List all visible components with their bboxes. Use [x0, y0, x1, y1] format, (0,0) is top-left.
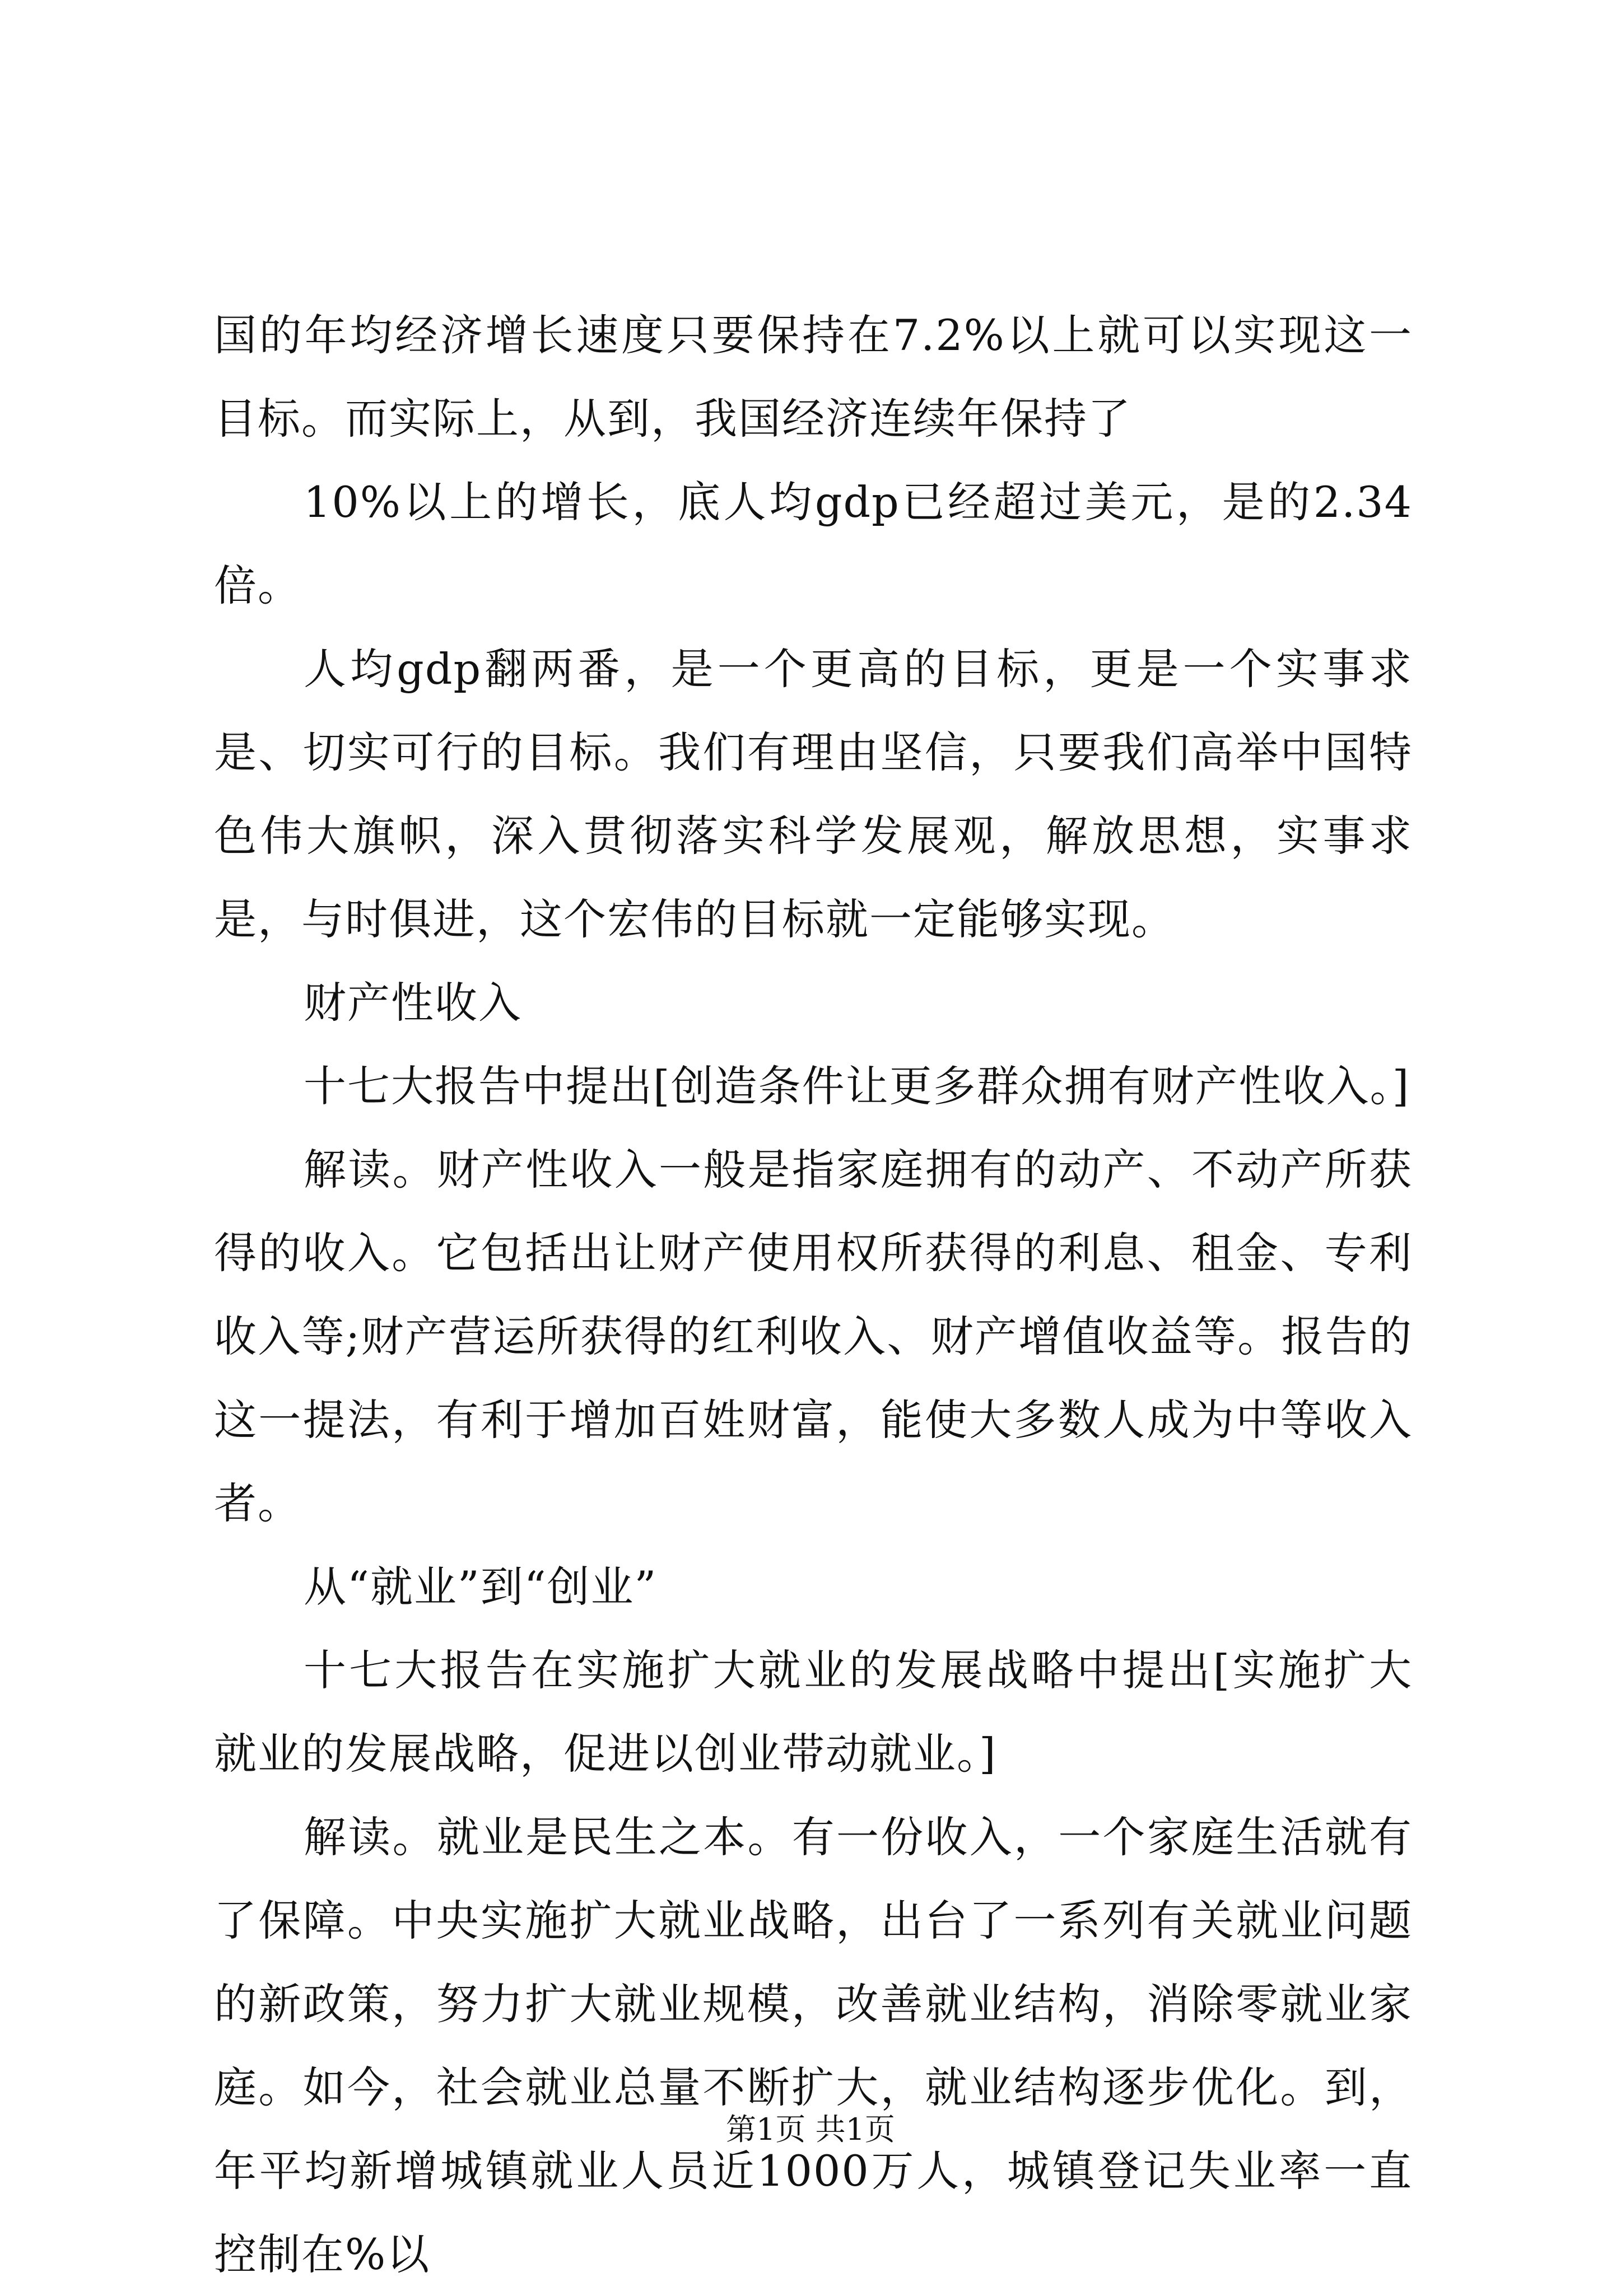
- paragraph-employment-interpretation: 解读。就业是民生之本。有一份收入，一个家庭生活就有了保障。中央实施扩大就业战略，出台了一系列有关就业问题的新政策，努力扩大就业规模，改善就业结构，消除零就业家庭。如今，社会就业总量不断扩大，就业结构逐步优化。到，年平均新增城镇就业人员近1000万人，城镇登记失业率一直控制在%以: [214, 1812, 1413, 2279]
- paragraph-gdp-growth: 10%以上的增长，底人均gdp已经超过美元，是的2.34倍。: [214, 477, 1413, 610]
- section-heading-employment-entrepreneurship: 从“就业”到“创业”: [304, 1562, 658, 1612]
- paragraph-growth-target: 国的年均经济增长速度只要保持在7.2%以上就可以实现这一目标。而实际上，从到，我国经济连续年保持了: [214, 310, 1413, 444]
- paragraph-property-income-report: 十七大报告中提出[创造条件让更多群众拥有财产性收入。]: [304, 1061, 1410, 1111]
- paragraph-employment-report: 十七大报告在实施扩大就业的发展战略中提出[实施扩大就业的发展战略，促进以创业带动就业。]: [214, 1645, 1413, 1779]
- paragraph-property-income-interpretation: 解读。财产性收入一般是指家庭拥有的动产、不动产所获得的收入。它包括出让财产使用权所获得的利息、租金、专利收入等;财产营运所获得的红利收入、财产增值收益等。报告的这一提法，有利于增加百姓财富，能使大多数人成为中等收入者。: [214, 1145, 1413, 1528]
- page-footer: 第1页 共1页: [726, 2112, 895, 2147]
- document-body: [214, 293, 1413, 2296]
- section-heading-property-income: 财产性收入: [304, 978, 522, 1028]
- paragraph-gdp-goal: 人均gdp翻两番，是一个更高的目标，更是一个实事求是、切实可行的目标。我们有理由坚信，只要我们高举中国特色伟大旗帜，深入贯彻落实科学发展观，解放思想，实事求是，与时俱进，这个宏伟的目标就一定能够实现。: [214, 644, 1413, 944]
